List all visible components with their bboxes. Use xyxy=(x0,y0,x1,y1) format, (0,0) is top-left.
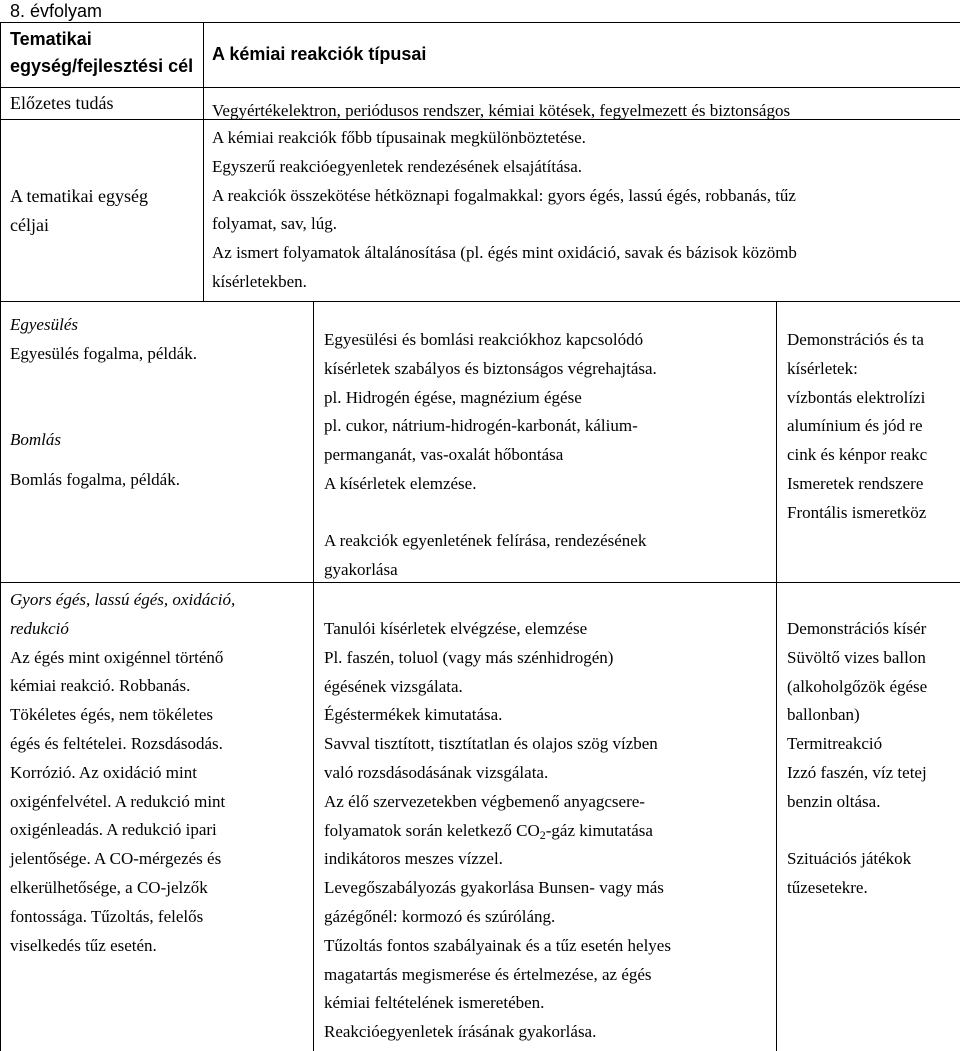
content-column-divider xyxy=(313,301,314,1051)
demo-line: Demonstrációs és ta xyxy=(787,330,924,349)
activity-line: gázégőnél: kormozó és szúróláng. xyxy=(324,906,556,926)
content-line: égés és feltételei. Rozsdásodás. xyxy=(10,733,223,753)
activity-line: Tanulói kísérletek elvégzése, elemzése xyxy=(324,619,588,638)
content-line: oxigénfelvétel. A redukció mint xyxy=(10,791,226,811)
goals-label xyxy=(10,182,148,240)
section1-text-bomlas: Bomlás fogalma, példák. xyxy=(10,470,180,489)
activity-line: Az élő szervezetekben végbemenő anyagcsere- xyxy=(324,791,645,811)
demo-line: ballonban) xyxy=(787,705,860,725)
activity-line: Egyesülési és bomlási reakciókhoz kapcsolódó xyxy=(324,330,644,349)
demo-line: kísérletek: xyxy=(787,358,858,378)
content-line: Az égés mint oxigénnel történő xyxy=(10,647,224,667)
co2-line xyxy=(324,817,671,846)
activity-line: kémiai feltételének ismeretében. xyxy=(324,993,545,1013)
activity-line: permanganát, vas-oxalát hőbontása xyxy=(324,445,564,465)
activity-line: Pl. faszén, toluol (vagy más szénhidrogén) xyxy=(324,647,614,667)
prior-knowledge-text: Vegyértékelektron, periódusos rendszer, kémiai kötések, fegyelmezett és biztonságos xyxy=(212,101,791,120)
activity-line: égésének vizsgálata. xyxy=(324,676,463,696)
co2-suffix: -gáz kimutatása xyxy=(545,820,653,840)
co2-subscript: 2 xyxy=(539,827,546,842)
section1-demos xyxy=(787,326,927,528)
activity-line: pl. cukor, nátrium-hidrogén-karbonát, kálium- xyxy=(324,416,638,436)
activity-line: Savval tisztított, tisztítatlan és olajos szög vízben xyxy=(324,734,658,754)
header-label xyxy=(10,26,193,80)
demo-spacer xyxy=(787,817,927,846)
prior-knowledge-label: Előzetes tudás xyxy=(10,93,114,113)
activity-line: A reakciók egyenletének felírása, rendezésének xyxy=(324,531,647,550)
activity-line: pl. Hidrogén égése, magnézium égése xyxy=(324,387,582,407)
demo-line: Ismeretek rendszere xyxy=(787,473,924,493)
demo-line: vízbontás elektrolízi xyxy=(787,387,926,407)
table-border-left xyxy=(0,22,1,1051)
goal-line: folyamat, sav, lúg. xyxy=(212,214,337,234)
activity-line: magatartás megismerése és értelmezése, az égés xyxy=(324,964,652,984)
content-line: viselkedés tűz esetén. xyxy=(10,935,157,955)
activity-line: Reakcióegyenletek írásának gyakorlása. xyxy=(324,1022,597,1042)
goal-line: kísérletekben. xyxy=(212,271,307,291)
table-border-top xyxy=(0,22,960,23)
content-line: kémiai reakció. Robbanás. xyxy=(10,676,191,696)
section1-text-egyesules: Egyesülés fogalma, példák. xyxy=(10,344,197,363)
section2-content xyxy=(10,586,235,960)
header-label-line1: Tematikai xyxy=(10,29,92,49)
demo-line: benzin oltása. xyxy=(787,791,881,811)
header-label-line2: egység/fejlesztési cél xyxy=(10,56,194,76)
demo-line: Demonstrációs kísér xyxy=(787,619,927,638)
activity-line: való rozsdásodásának vizsgálata. xyxy=(324,762,549,782)
content-line: elkerülhetősége, a CO-jelzők xyxy=(10,877,208,897)
page-title: A kémiai reakciók típusai xyxy=(212,44,427,64)
demo-line: cink és kénpor reakc xyxy=(787,445,928,465)
content-line: Tökéletes égés, nem tökéletes xyxy=(10,705,213,725)
goal-line: A reakciók összekötése hétköznapi fogalmakkal: gyors égés, lassú égés, robbanás, tűz xyxy=(212,185,796,205)
activity-line: Égéstermékek kimutatása. xyxy=(324,705,503,725)
activity-line: Tűzoltás fontos szabályainak és a tűz esetén helyes xyxy=(324,935,671,955)
grade-label: 8. évfolyam xyxy=(10,1,103,21)
demo-line: Frontális ismeretköz xyxy=(787,502,927,522)
section1-equations xyxy=(324,527,646,585)
demo-line: alumínium és jód re xyxy=(787,416,923,436)
goal-line: Az ismert folyamatok általánosítása (pl. égés mint oxidáció, savak és bázisok közömb xyxy=(212,243,797,263)
demo-line: Izzó faszén, víz tetej xyxy=(787,762,927,782)
content-line: jelentősége. A CO-mérgezés és xyxy=(10,849,222,869)
content-line: Korrózió. Az oxidáció mint xyxy=(10,762,197,782)
demo-line: (alkoholgőzök égése xyxy=(787,676,928,696)
activity-line: indikátoros meszes vízzel. xyxy=(324,849,503,869)
demo-line: Süvöltő vizes ballon xyxy=(787,647,926,667)
section2-heading-line: redukció xyxy=(10,618,69,638)
activity-line: kísérletek szabályos és biztonságos végrehajtása. xyxy=(324,358,657,378)
demo-line: Szituációs játékok xyxy=(787,849,912,869)
goal-line: Egyszerű reakcióegyenletek rendezésének elsajátítása. xyxy=(212,156,583,176)
goals-list xyxy=(212,124,797,297)
section2-heading-line: Gyors égés, lassú égés, oxidáció, xyxy=(10,590,236,609)
content-line: fontossága. Tűzoltás, felelős xyxy=(10,906,204,926)
section1-heading-egyesules: Egyesülés xyxy=(10,315,78,334)
activity-line: Levegőszabályozás gyakorlása Bunsen- vagy más xyxy=(324,878,664,898)
section1-activities xyxy=(324,326,657,499)
demo-line: tűzesetekre. xyxy=(787,878,868,898)
activity-line: gyakorlása xyxy=(324,559,398,579)
activity-line: A kísérletek elemzése. xyxy=(324,473,477,493)
goals-divider xyxy=(0,301,960,302)
goals-label-line1: A tematikai egység xyxy=(10,186,148,206)
content-line: oxigénleadás. A redukció ipari xyxy=(10,820,217,840)
section2-demos xyxy=(787,615,927,903)
label-column-divider xyxy=(203,22,204,301)
co2-prefix: folyamatok során keletkező CO xyxy=(324,820,540,840)
goal-line: A kémiai reakciók főbb típusainak megkülönböztetése. xyxy=(212,128,586,147)
header-divider xyxy=(0,87,960,88)
activity-column-divider xyxy=(776,301,777,1051)
goals-label-line2: céljai xyxy=(10,214,49,235)
demo-line: Termitreakció xyxy=(787,734,883,754)
section1-heading-bomlas: Bomlás xyxy=(10,430,61,449)
section2-activities xyxy=(324,615,671,1047)
